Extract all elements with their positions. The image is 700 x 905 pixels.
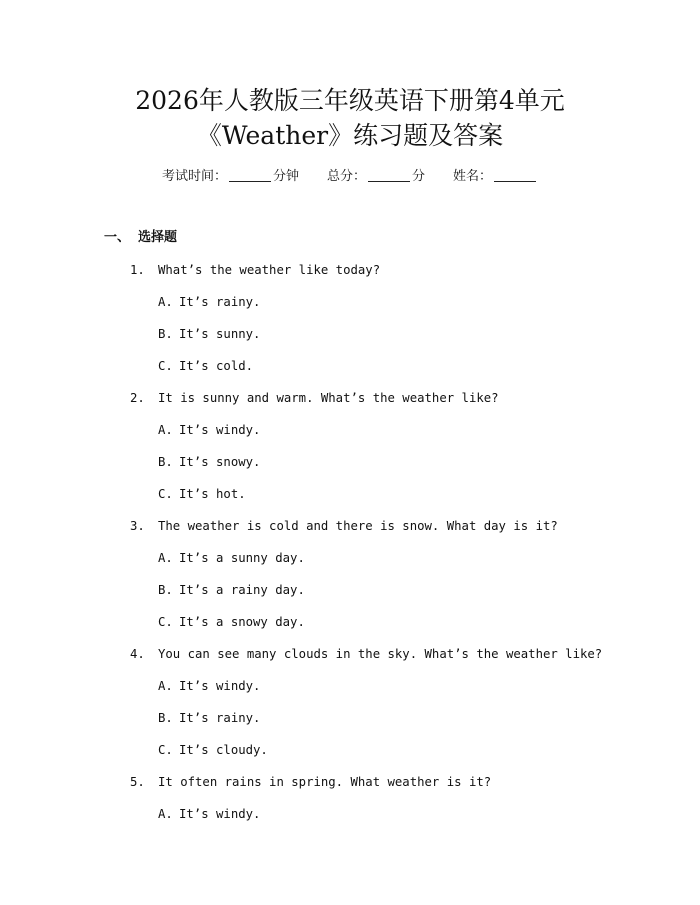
question-2-option-a [158,421,260,439]
option-text: It’s snowy. [179,455,261,469]
option-letter: A. [158,807,173,821]
option-letter: B. [158,327,173,341]
option-letter: C. [158,615,173,629]
section-title: 选择题 [138,230,178,245]
question-4-option-b [158,709,260,727]
option-letter: C. [158,487,173,501]
question-4-option-a [158,677,260,695]
question-4-option-c [158,741,268,759]
option-letter: B. [158,583,173,597]
option-text: It’s rainy. [179,295,261,309]
option-text: It’s windy. [179,679,261,693]
option-letter: C. [158,743,173,757]
student-name-blank [494,169,536,182]
option-letter: C. [158,359,173,373]
question-number: 4. [130,647,145,661]
option-text: It’s a sunny day. [179,551,305,565]
option-letter: A. [158,423,173,437]
section-heading [104,229,177,247]
section-number: 一、 [104,230,131,245]
question-text: It is sunny and warm. What’s the weather like? [158,391,499,405]
exam-meta-line [0,168,700,186]
option-text: It’s cold. [179,359,254,373]
option-text: It’s rainy. [179,711,261,725]
option-text: It’s windy. [179,423,261,437]
question-number: 2. [130,391,145,405]
question-text: You can see many clouds in the sky. What’s the weather like? [158,647,603,661]
student-name-label: 姓名： [453,169,493,184]
question-1-option-b [158,325,260,343]
question-number: 3. [130,519,145,533]
question-number: 1. [130,263,145,277]
question-3 [130,517,558,535]
option-letter: A. [158,679,173,693]
question-text: What’s the weather like today? [158,263,381,277]
question-2-option-c [158,485,246,503]
question-1-option-c [158,357,253,375]
exam-time-unit: 分钟 [272,169,299,184]
option-text: It’s a snowy day. [179,615,305,629]
question-3-option-a [158,549,305,567]
option-text: It’s cloudy. [179,743,268,757]
total-score-unit: 分 [412,169,426,184]
option-letter: A. [158,551,173,565]
question-2 [130,389,499,407]
option-text: It’s sunny. [179,327,261,341]
option-letter: B. [158,455,173,469]
document-title-line-2: 《Weather》练习题及答案 [196,121,504,150]
question-5-option-a [158,805,260,823]
question-text: The weather is cold and there is snow. What day is it? [158,519,558,533]
option-text: It’s hot. [179,487,246,501]
option-letter: A. [158,295,173,309]
option-text: It’s a rainy day. [179,583,305,597]
question-4 [130,645,602,663]
question-3-option-b [158,581,305,599]
document-title-line-1: 2026年人教版三年级英语下册第4单元 [135,86,565,115]
question-1-option-a [158,293,260,311]
total-score-blank [368,169,410,182]
question-2-option-b [158,453,260,471]
question-number: 5. [130,775,145,789]
question-5 [130,773,491,791]
option-text: It’s windy. [179,807,261,821]
exam-time-blank [229,169,271,182]
question-text: It often rains in spring. What weather is it? [158,775,492,789]
exam-time-label: 考试时间： [161,169,227,184]
question-3-option-c [158,613,305,631]
option-letter: B. [158,711,173,725]
question-1 [130,261,380,279]
total-score-label: 总分： [326,169,366,184]
